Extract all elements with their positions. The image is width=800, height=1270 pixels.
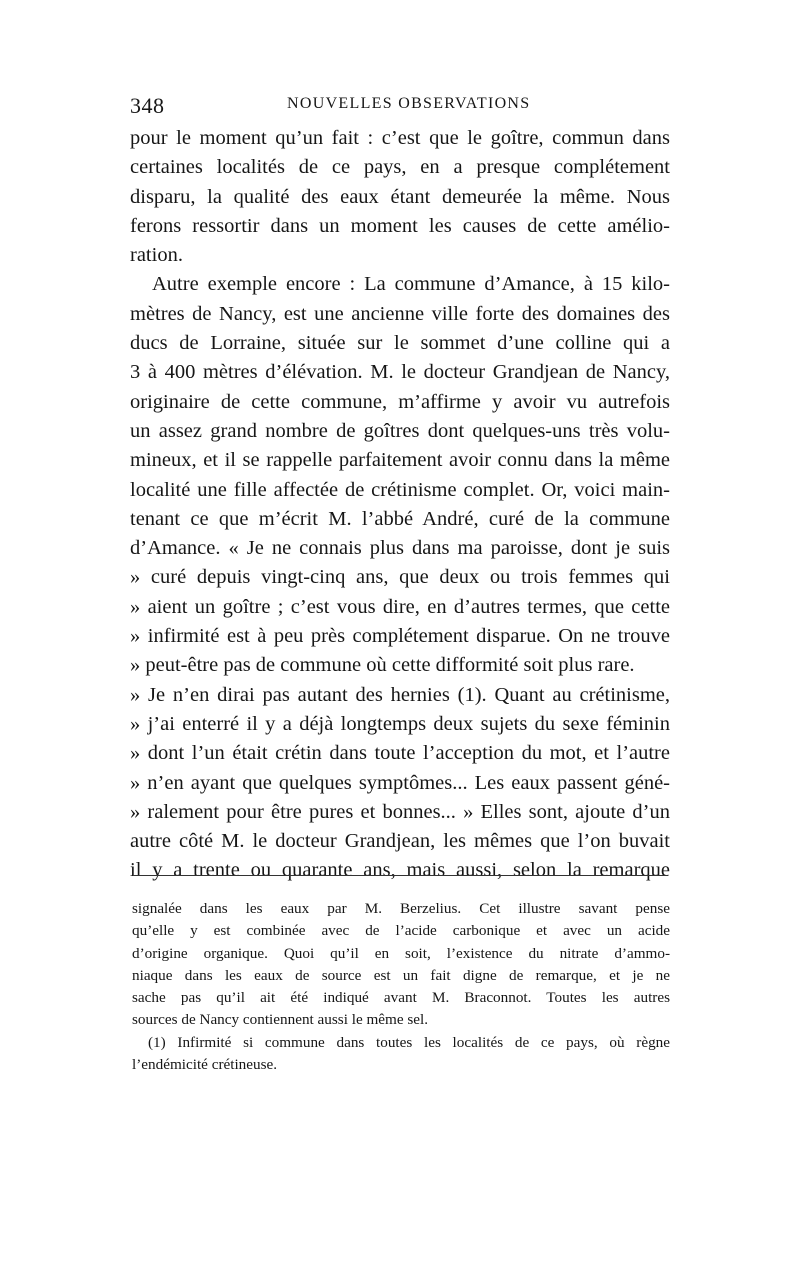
text-line: disparu, la qualité des eaux étant demeurée la même. Nous bbox=[130, 185, 670, 208]
quote-line: » j’ai enterré il y a déjà longtemps deux sujets du sexe féminin bbox=[130, 712, 670, 735]
footnote-line: sources de Nancy contiennent aussi le même sel. bbox=[132, 1011, 429, 1029]
footnote-1-line: (1) Infirmité si commune dans toutes les localités de ce pays, où règne bbox=[148, 1033, 670, 1051]
text-line: ferons ressortir dans un moment les causes de cette amélio- bbox=[130, 214, 670, 237]
running-head bbox=[130, 93, 670, 117]
footnotes bbox=[132, 898, 670, 1076]
quote-line: » curé depuis vingt-cinq ans, que deux ou trois femmes qui bbox=[130, 566, 670, 589]
text-line: certaines localités de ce pays, en a presque complétement bbox=[130, 156, 670, 179]
quote-line: » infirmité est à peu près complétement disparue. On ne trouve bbox=[130, 625, 670, 648]
text-line: d’Amance. « Je ne connais plus dans ma paroisse, dont je suis bbox=[130, 537, 670, 560]
text-line: 3 à 400 mètres d’élévation. M. le docteur Grandjean de Nancy, bbox=[130, 361, 670, 384]
text-line: ration. bbox=[130, 244, 183, 267]
text-line: autre côté M. le docteur Grandjean, les mêmes que l’on buvait bbox=[130, 830, 670, 853]
quote-line: » aient un goître ; c’est vous dire, en d’autres termes, que cette bbox=[130, 595, 670, 618]
paragraph-start-line: Autre exemple encore : La commune d’Amance, à 15 kilo- bbox=[152, 273, 670, 296]
text-line: tenant ce que m’écrit M. l’abbé André, curé de la commune bbox=[130, 507, 670, 530]
text-line: pour le moment qu’un fait : c’est que le goître, commun dans bbox=[130, 127, 670, 149]
footnote-line: qu’elle y est combinée avec de l’acide carbonique et avec un acide bbox=[132, 922, 670, 940]
quote-line: » peut-être pas de commune où cette difformité soit plus rare. bbox=[130, 654, 635, 677]
quote-line: » ralement pour être pures et bonnes... » Elles sont, ajoute d’un bbox=[130, 800, 670, 823]
quote-line: » dont l’un était crétin dans toute l’acception du mot, et l’autre bbox=[130, 742, 670, 765]
footnote-line: sache pas qu’il ait été indiqué avant M. Braconnot. Toutes les autres bbox=[132, 989, 670, 1007]
text-line: il y a trente ou quarante ans, mais aussi, selon la remarque bbox=[130, 859, 670, 882]
text-line: mineux, et il se rappelle parfaitement avoir connu dans la même bbox=[130, 449, 670, 472]
page-number: 348 bbox=[130, 93, 165, 118]
running-title: NOUVELLES OBSERVATIONS bbox=[287, 95, 531, 112]
text-line: localité une fille affectée de crétinisme complet. Or, voici main- bbox=[130, 478, 670, 501]
text-line: mètres de Nancy, est une ancienne ville forte des domaines des bbox=[130, 302, 670, 325]
text-line: un assez grand nombre de goîtres dont quelques-uns très volu- bbox=[130, 419, 670, 442]
text-line: originaire de cette commune, m’affirme y avoir vu autrefois bbox=[130, 390, 670, 413]
main-text bbox=[130, 124, 670, 886]
footnote-line: niaque dans les eaux de source est un fait digne de remarque, et je ne bbox=[132, 966, 670, 984]
quote-line: » Je n’en dirai pas autant des hernies (1). Quant au crétinisme, bbox=[130, 683, 670, 706]
text-line: ducs de Lorraine, située sur le sommet d’une colline qui a bbox=[130, 332, 670, 355]
footnote-1-line: l’endémicité crétineuse. bbox=[132, 1056, 278, 1074]
footnote-line: d’origine organique. Quoi qu’il en soit, l’existence du nitrate d’ammo- bbox=[132, 944, 670, 962]
footnote-line: signalée dans les eaux par M. Berzelius. Cet illustre savant pense bbox=[132, 900, 670, 917]
footnote-divider bbox=[133, 875, 668, 876]
quote-line: » n’en ayant que quelques symptômes... Les eaux passent géné- bbox=[130, 771, 670, 794]
